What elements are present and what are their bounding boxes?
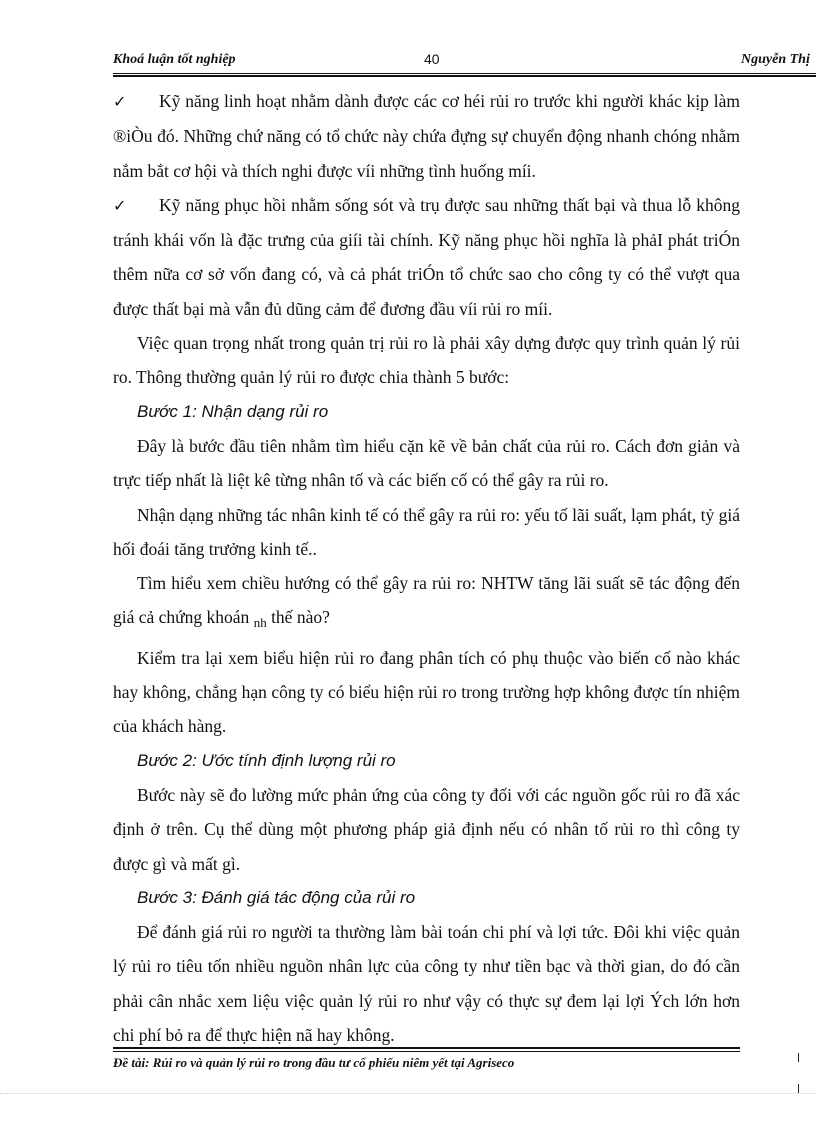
- checkmark-icon: ✓: [113, 195, 127, 215]
- intro-paragraph: Việc quan trọng nhất trong quản trị rủi ro là phải xây dựng được quy trình quản lý rủi ro. Thông thường quản lý rủi ro được chia thành 5 bước:: [113, 333, 740, 388]
- paragraph: Nhận dạng những tác nhân kinh tế có thể gây ra rủi ro: yếu tố lãi suất, lạm phát, tỷ giá hối đoái tăng trưởng kinh tế..: [113, 504, 740, 559]
- bullet-paragraph: [113, 188, 740, 326]
- subscript-text: nh: [253, 615, 267, 631]
- page-number: 40: [424, 51, 440, 67]
- step-heading: Bước 1: Nhận dạng rủi ro: [137, 401, 329, 421]
- paragraph: Đây là bước đầu tiên nhằm tìm hiểu cặn kẽ về bản chất của rủi ro. Cách đơn giản và trực tiếp nhất là liệt kê từng nhân tố và các biến cố có thể gây ra rủi ro.: [113, 435, 740, 491]
- footer-topic: Đề tài: Rủi ro và quản lý rủi ro trong đầu tư cổ phiếu niêm yết tại Agriseco: [113, 1055, 515, 1070]
- header-rule: [113, 73, 816, 77]
- paragraph-text: thế nào?: [271, 607, 330, 628]
- bullet-text: Kỹ năng phục hồi nhằm sống sót và trụ được sau những thất bại và thua lỗ không tránh khái vốn là đặc trưng của giíi tài chính. Kỹ năng phục hồi nghĩa là phảI phát triÓn thêm nữa cơ sở vốn đang có, và cả phát triÓn tổ chức sao cho công ty có thể vượt qua được thất bại mà vẫn đủ dũng cảm để đương đầu víi rủi ro míi.: [113, 194, 740, 319]
- step-heading: Bước 2: Ước tính định lượng rủi ro: [137, 750, 396, 770]
- page-body: [113, 84, 740, 1052]
- bullet-paragraph: [113, 84, 740, 188]
- checkmark-icon: ✓: [113, 92, 127, 111]
- page-edge-dotted-line: [0, 1093, 816, 1094]
- footer-rule: [113, 1047, 740, 1052]
- paragraph: Kiểm tra lại xem biểu hiện rủi ro đang phân tích có phụ thuộc vào biến cố nào khác hay không, chẳng hạn công ty có biểu hiện rủi ro trong trường hợp không được tín nhiệm của khách hàng.: [113, 647, 740, 737]
- header-author: Nguyễn Thị: [741, 52, 810, 67]
- bullet-text: Kỹ năng linh hoạt nhằm dành được các cơ héi rủi ro trước khi người khác kịp làm ®iÒu đó. Những chứ năng có tổ chức này chứa đựng sự chuyển động nhanh chóng nhằm nắm bắt cơ hội và thích nghi được víi những tình huống míi.: [113, 91, 740, 181]
- paragraph: [113, 566, 740, 641]
- paragraph: Để đánh giá rủi ro người ta thường làm bài toán chi phí và lợi tức. Đôi khi việc quản lý rủi ro tiêu tốn nhiều nguồn nhân lực của công ty như tiền bạc và thời gian, do đó cần phải cân nhắc xem liệu việc quản lý rủi ro như vậy có thực sự đem lại lợi Ých lớn hơn chi phí bỏ ra để thực hiện nã hay không.: [113, 922, 740, 1046]
- margin-mark: [798, 1084, 799, 1093]
- margin-mark: [798, 1053, 799, 1062]
- paragraph: Bước này sẽ đo lường mức phản ứng của công ty đối với các nguồn gốc rủi ro đã xác định ở trên. Cụ thể dùng một phương pháp giả định nếu có nhân tố rủi ro thì công ty được gì và mất gì.: [113, 784, 740, 874]
- paragraph-text: Tìm hiểu xem chiều hướng có thể gây ra rủi ro: NHTW tăng lãi suất sẽ tác động đến giá cả chứng khoán: [113, 573, 740, 628]
- step-heading: Bước 3: Đánh giá tác động của rủi ro: [137, 887, 416, 907]
- page-header: [113, 52, 816, 72]
- header-thesis-label: Khoá luận tốt nghiệp: [113, 52, 236, 67]
